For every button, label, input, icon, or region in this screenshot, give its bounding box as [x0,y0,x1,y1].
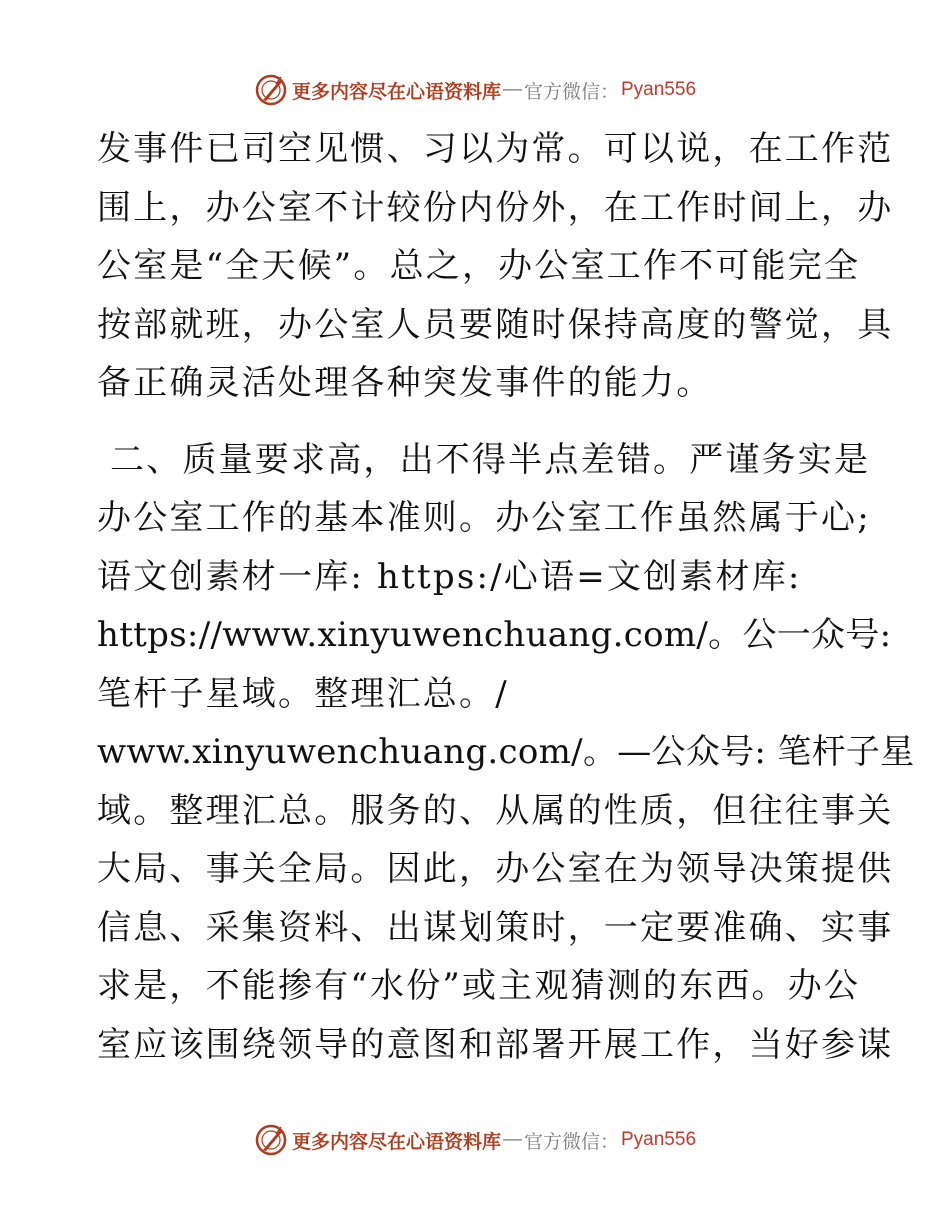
body-line-url: https://www.xinyuwenchuang.com/。公一众号: [97,615,892,655]
quill-logo-icon [254,1123,288,1157]
header-dash: — [502,79,522,100]
body-line: 笔杆子星域。整理汇总。/ [97,673,509,714]
body-line: 求是，不能掺有“水份”或主观猜测的东西。办公 [97,966,861,1006]
body-line: 二、质量要求高，出不得半点差错。严谨务实是 [97,439,871,480]
body-line: 域。整理汇总。服务的、从属的性质，但往往事关 [97,790,894,831]
footer-brand-text: 更多内容尽在心语资料库 [291,1130,501,1153]
footer-wechat-label: 官方微信： [523,1130,619,1153]
body-line: 发事件已司空见惯、习以为常。可以说，在工作范 [97,129,894,169]
body-line: 大局、事关全局。因此，办公室在为领导决策提供 [97,849,894,889]
header-banner [0,70,950,110]
body-line: 信息、采集资料、出谋划策时，一定要准确、实事 [97,907,894,948]
body-line-url: www.xinyuwenchuang.com/。—公众号: 笔杆子星 [97,732,915,772]
header-wechat-handle: Pyan556 [621,79,697,100]
body-line: 围上，办公室不计较份内份外，在工作时间上，办 [97,187,894,228]
header-wechat-label: 官方微信： [523,80,619,103]
paragraph-gap [97,413,857,431]
footer-banner [0,1120,950,1160]
header-brand-text: 更多内容尽在心语资料库 [291,80,501,103]
body-line: 备正确灵活处理各种突发事件的能力。 [97,363,713,403]
footer-dash: — [502,1129,522,1150]
body-line: 公室是“全天候”。总之，办公室工作不可能完全 [97,246,861,286]
document-body [97,120,915,1074]
body-line: 语文创素材一库: https:/心语=文创素材库: [97,556,802,597]
body-line: 室应该围绕领导的意图和部署开展工作，当好参谋 [97,1024,894,1065]
quill-logo-icon [254,73,288,107]
footer-wechat-handle: Pyan556 [621,1129,697,1150]
body-line: 按部就班，办公室人员要随时保持高度的警觉，具 [97,304,894,345]
body-line: 办公室工作的基本准则。办公室工作虽然属于心; [97,498,871,538]
